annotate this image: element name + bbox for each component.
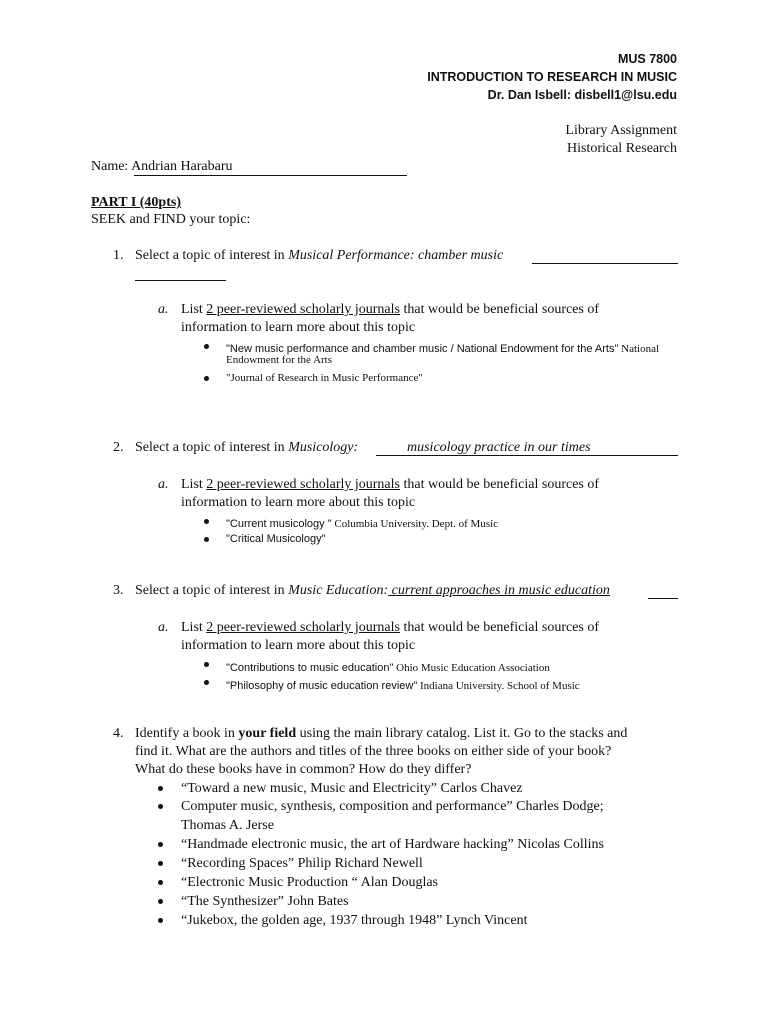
course-title: INTRODUCTION TO RESEARCH IN MUSIC <box>427 70 677 84</box>
q1-answer: chamber music <box>414 248 504 263</box>
q1-prompt-line <box>135 248 503 264</box>
q3-sub-line1 <box>181 620 599 636</box>
q2-prompt: Select a topic of interest in <box>135 440 289 455</box>
q4-book-5: “Electronic Music Production “ Alan Douglas <box>181 875 438 890</box>
q3-journal-1-title: "Contributions to music education" <box>226 662 394 674</box>
bullet-icon <box>204 537 209 542</box>
q2-number: 2. <box>113 440 124 455</box>
q2-sub-pre: List <box>181 477 207 492</box>
q2-sub-post: that would be beneficial sources of <box>399 477 600 492</box>
q4-book-1: “Toward a new music, Music and Electricity” Carlos Chavez <box>181 781 523 796</box>
q1-journal-1-publisher-cont: Endowment for the Arts <box>226 354 333 366</box>
q2-sub-line2: information to learn more about this topic <box>181 495 416 510</box>
bullet-icon <box>158 861 163 866</box>
q4-line1-pre: Identify a book in <box>135 726 239 741</box>
q1-answer-underline-2 <box>135 280 226 281</box>
q1-sub-line2: information to learn more about this topic <box>181 320 416 335</box>
name-value: Andrian Harabaru <box>131 159 233 174</box>
q3-sub-line2: information to learn more about this topic <box>181 638 416 653</box>
q3-field: Music Education: <box>288 583 389 598</box>
q3-prompt-line <box>135 583 610 599</box>
q4-line2: find it. What are the authors and titles of the three books on either side of your book? <box>135 744 612 759</box>
q2-journal-1-title: "Current musicology " <box>226 518 332 530</box>
q1-field: Musical Performance: <box>288 248 415 263</box>
assignment-title: Library Assignment <box>565 123 677 138</box>
q3-answer: current approaches in music education <box>388 583 610 598</box>
q3-answer-underline <box>648 598 678 599</box>
q2-sub-line1 <box>181 477 599 493</box>
bullet-icon <box>158 804 163 809</box>
q4-book-2-cont: Thomas A. Jerse <box>181 818 274 833</box>
q3-journal-1-publisher: Ohio Music Education Association <box>393 662 550 674</box>
q3-journal-2-publisher: Indiana University. School of Music <box>417 680 580 692</box>
q3-number: 3. <box>113 583 124 598</box>
name-label: Name: <box>91 159 129 174</box>
q3-sub-link: 2 peer-reviewed scholarly journals <box>206 620 400 635</box>
q2-journal-2: "Critical Musicology" <box>226 533 326 545</box>
q2-field: Musicology: <box>288 440 359 455</box>
q4-line1-post: using the main library catalog. List it. Go to the stacks and <box>296 726 628 741</box>
part1-title: PART I (40pts) <box>91 195 181 210</box>
name-row <box>91 159 233 175</box>
assignment-type: Historical Research <box>566 141 677 156</box>
part1-subtitle: SEEK and FIND your topic: <box>91 212 251 227</box>
course-code: MUS 7800 <box>617 52 677 66</box>
q3-journal-1 <box>226 658 550 676</box>
q1-journal-2: "Journal of Research in Music Performance" <box>226 372 423 384</box>
bullet-icon <box>204 376 209 381</box>
q4-line3: What do these books have in common? How do they differ? <box>135 762 472 777</box>
name-underline <box>134 175 407 176</box>
q2-answer: musicology practice in our times <box>407 440 591 455</box>
q1-sub-link: 2 peer-reviewed scholarly journals <box>206 302 400 317</box>
bullet-icon <box>158 786 163 791</box>
q3-journal-2-title: "Philosophy of music education review" <box>226 680 418 692</box>
bullet-icon <box>158 880 163 885</box>
q3-journal-2 <box>226 676 580 694</box>
bullet-icon <box>204 519 209 524</box>
q1-sub-pre: List <box>181 302 207 317</box>
q3-prompt: Select a topic of interest in <box>135 583 289 598</box>
q1-sub-line1 <box>181 302 599 318</box>
q4-book-2: Computer music, synthesis, composition and performance” Charles Dodge; <box>181 799 604 814</box>
q3-sub-post: that would be beneficial sources of <box>399 620 600 635</box>
q1-prompt: Select a topic of interest in <box>135 248 289 263</box>
q4-book-7: “Jukebox, the golden age, 1937 through 1948” Lynch Vincent <box>181 913 528 928</box>
q4-number: 4. <box>113 726 124 741</box>
q3-sub-pre: List <box>181 620 207 635</box>
q4-line1 <box>135 726 627 742</box>
q1-sub-post: that would be beneficial sources of <box>399 302 600 317</box>
q2-journal-1 <box>226 514 498 532</box>
q3-sub-letter: a. <box>158 620 169 635</box>
q1-answer-underline <box>532 263 678 264</box>
q2-sub-link: 2 peer-reviewed scholarly journals <box>206 477 400 492</box>
bullet-icon <box>204 662 209 667</box>
q4-book-6: “The Synthesizer” John Bates <box>181 894 349 909</box>
q4-book-3: “Handmade electronic music, the art of Hardware hacking” Nicolas Collins <box>181 837 604 852</box>
q2-sub-letter: a. <box>158 477 169 492</box>
q1-journal-1-publisher: National <box>618 343 660 355</box>
bullet-icon <box>204 344 209 349</box>
bullet-icon <box>158 918 163 923</box>
q4-line1-bold: your field <box>238 726 297 741</box>
q1-sub-letter: a. <box>158 302 169 317</box>
q4-book-4: “Recording Spaces” Philip Richard Newell <box>181 856 423 871</box>
q2-journal-1-publisher: Columbia University. Dept. of Music <box>331 518 499 530</box>
bullet-icon <box>204 680 209 685</box>
bullet-icon <box>158 899 163 904</box>
q2-prompt-line <box>135 440 358 456</box>
bullet-icon <box>158 842 163 847</box>
instructor-contact: Dr. Dan Isbell: disbell1@lsu.edu <box>487 88 677 102</box>
q1-journal-1-title: "New music performance and chamber music / National Endowment for the Arts" <box>226 343 619 355</box>
q1-number: 1. <box>113 248 124 263</box>
